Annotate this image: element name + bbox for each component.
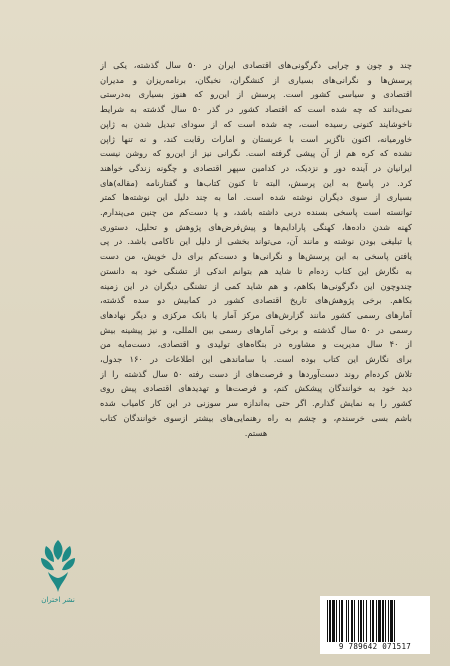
isbn-barcode	[320, 596, 430, 654]
blurb-line: باشم بسی خرسندم، و چشم به راه رهنمایی‌های بیشتر ازسوی خوانندگان کتاب	[100, 412, 412, 423]
blurb-paragraph	[100, 58, 412, 440]
blurb-line: بکاهم. برخی پژوهش‌های تاریخ اقتصادی کشور در کمابیش دو سده گذشته،	[100, 295, 412, 306]
blurb-line: دید خود به خوانندگان پیشکش کنم، و فرصت‌ها و تهدیدهای اقتصادی پیش روی	[100, 383, 412, 394]
blurb-line: بسیاری از سوی دیگران نوشته شده است. اما به چند دلیل این نوشته‌ها کمتر	[100, 192, 412, 203]
blurb-line: از ۴۰ سال مدیریت و مشاوره در بنگاه‌های تولیدی و اقتصادی، دست‌مایه من	[100, 339, 412, 350]
blurb-line: هستم.	[244, 427, 268, 438]
blurb-line: کهنه شدن داده‌ها، کهنگی پارادایم‌ها و پیش‌فرض‌های پژوهش و تحلیل، دستوری	[100, 221, 412, 232]
blurb-line: کرد. در پاسخ به این پرسش، البته تا کنون کتاب‌ها و گفتارنامه (مقاله)های	[100, 177, 412, 188]
blurb-line: ایرانیان در آینده دور و نزدیک، در کدامین سپهر اقتصادی و چگونه زندگی خواهند	[100, 162, 412, 173]
blurb-line: یافتن پاسخی به این پرسش‌ها و نگرانی‌ها و دست‌کم برای دل خویش، من دست	[100, 251, 412, 262]
blurb-line: آمارهای رسمی کشور مانند گزارش‌های مرکز آمار یا بانک مرکزی و دیگر نهادهای	[100, 309, 412, 320]
blurb-line: نمی‌دانند که چه شده است که اقتصاد کشور در گذر ۵۰ سال گذشته به شرایط	[100, 104, 412, 115]
blurb-line: یا تبلیغی بودن نوشته و مانند آن، می‌تواند بخشی از دلیل این ناکامی باشد. در پی	[100, 236, 412, 247]
blurb-line: رسمی در ۵۰ سال گذشته و برخی آمارهای رسمی بین المللی، و نیز پیشینه بیش	[100, 324, 412, 335]
blurb-line: خاورمیانه، اکنون ناگزیر است با عربستان و امارات رقابت کند، و نه تنها ژاپن	[100, 133, 412, 144]
blurb-line: ناخوشایند کنونی رسیده است، چه شده است که از سودای تبدیل شدن به ژاپن	[100, 118, 412, 129]
barcode-bars-icon	[326, 600, 424, 642]
blurb-line: کشور را به نمایش گذارم. اگر حتی به‌اندازه سر سوزنی در این کار کامیاب شده	[100, 398, 412, 409]
blurb-line: برای نگارش این کتاب بوده است. با ساماندهی این اطلاعات در ۱۶۰ جدول،	[100, 354, 412, 365]
blurb-line: توانسته است پاسخی بسنده دربی داشته باشد، و یا دست‌کم من چنین می‌پندارم.	[100, 207, 412, 218]
blurb-line: چندوچون این دگرگونی‌ها بکاهم، و هم شاید کمی از تشنگی دیگران در این زمینه	[100, 280, 412, 291]
blurb-line: پرسش‌ها و نگرانی‌های بسیاری از کنشگران، نخبگان، برنامه‌ریزان و مدیران	[100, 74, 412, 85]
publisher-logo-icon	[38, 538, 78, 594]
blurb-line: چند و چون و چرایی دگرگونی‌های اقتصادی ایران در ۵۰ سال گذشته، یکی از	[100, 60, 412, 70]
isbn-number: 9 789642 071517	[338, 642, 412, 651]
blurb-line: تلاش کرده‌ام روند دست‌آوردها و فرصت‌های از دست رفته ۵۰ سال گذشته را از	[100, 368, 412, 379]
blurb-line: نشده که کره هم از آن پیشی گرفته است. نگرانی نیز از این‌رو که روشن نیست	[100, 148, 412, 159]
blurb-line: به نگارش این کتاب زده‌ام تا شاید هم بتوانم اندکی از تشنگی خود به دانستن	[100, 265, 412, 276]
publisher-name: نشر اختران	[41, 596, 75, 604]
blurb-line: اقتصادی و سیاسی کشور است. پرسش از این‌رو که هنوز بسیاری به‌درستی	[100, 89, 412, 100]
